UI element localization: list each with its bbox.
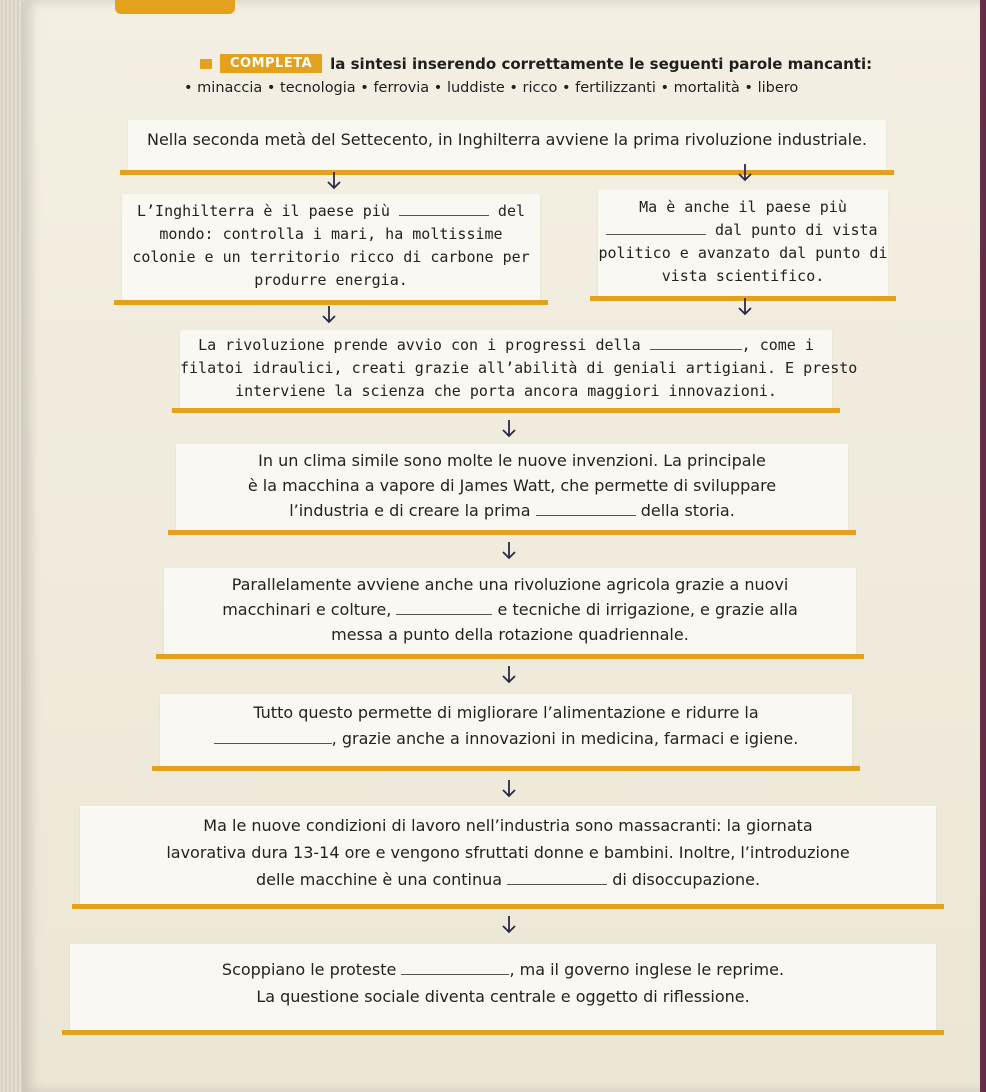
box-6-line-1: Tutto questo permette di migliorare l’alimentazione e ridurre la xyxy=(253,703,759,722)
box-5-line-1: Parallelamente avviene anche una rivoluzione agricola grazie a nuovi xyxy=(231,575,789,594)
box-5-line-2a: macchinari e colture, xyxy=(222,600,392,619)
summary-box-7 xyxy=(80,806,936,904)
box-2b-line-1: Ma è anche il paese più xyxy=(639,198,847,216)
blank-field[interactable] xyxy=(650,335,742,350)
box-8-line-1a: Scoppiano le proteste xyxy=(221,960,397,979)
blank-field[interactable] xyxy=(401,960,509,975)
arrow-down-icon xyxy=(502,542,516,560)
box-4-line-3b: della storia. xyxy=(640,501,735,520)
blank-field[interactable] xyxy=(606,220,706,235)
summary-box-1 xyxy=(128,120,886,170)
box-2a-line-1a: L’Inghilterra è il paese più xyxy=(136,202,390,220)
instruction-text: la sintesi inserendo correttamente le seguenti parole mancanti: xyxy=(330,54,873,73)
box-1-text: Nella seconda metà del Settecento, in Inghilterra avviene la prima rivoluzione industriale. xyxy=(146,130,868,149)
box-2b-line-2: dal punto di vista xyxy=(715,221,878,239)
summary-box-2-right xyxy=(598,190,888,296)
box-8-line-1b: , ma il governo inglese le reprime. xyxy=(509,960,785,979)
arrow-down-icon xyxy=(502,420,516,438)
box-7-line-1: Ma le nuove condizioni di lavoro nell’industria sono massacranti: la giornata xyxy=(203,816,813,835)
box-8-line-2: La questione sociale diventa centrale e oggetto di riflessione. xyxy=(256,987,750,1006)
summary-box-2-left xyxy=(122,194,540,300)
summary-box-4 xyxy=(176,444,848,530)
arrow-down-icon xyxy=(738,164,752,182)
blank-field[interactable] xyxy=(214,729,332,744)
box-5-line-3: messa a punto della rotazione quadriennale. xyxy=(331,625,689,644)
box-4-line-2: è la macchina a vapore di James Watt, che permette di sviluppare xyxy=(247,476,777,495)
box-6-line-2b: , grazie anche a innovazioni in medicina, farmaci e igiene. xyxy=(331,729,799,748)
arrow-down-icon xyxy=(502,666,516,684)
exercise-header xyxy=(200,54,900,73)
summary-box-5 xyxy=(164,568,856,654)
arrow-down-icon xyxy=(502,916,516,934)
box-3-line-3: interviene la scienza che porta ancora maggiori innovazioni. xyxy=(235,382,777,400)
summary-box-6 xyxy=(160,694,852,766)
arrow-down-icon xyxy=(322,306,336,324)
box-2a-line-4: produrre energia. xyxy=(254,271,408,289)
blank-field[interactable] xyxy=(396,600,492,615)
summary-box-8 xyxy=(70,944,936,1030)
box-2a-line-2: mondo: controlla i mari, ha moltissime xyxy=(159,225,503,243)
arrow-down-icon xyxy=(502,780,516,798)
box-3-line-1b: , come i xyxy=(741,336,814,354)
box-7-line-3a: delle macchine è una continua xyxy=(255,870,503,889)
box-3-line-2: filatoi idraulici, creati grazie all’abilità di geniali artigiani. E presto xyxy=(180,359,858,377)
bullet-square-icon xyxy=(200,59,212,69)
summary-box-3 xyxy=(180,330,858,408)
arrow-down-icon xyxy=(327,172,341,190)
blank-field[interactable] xyxy=(536,501,636,516)
yellow-tab xyxy=(115,0,235,14)
box-2b-line-3: politico e avanzato dal punto di xyxy=(598,244,888,262)
box-3-line-1a: La rivoluzione prende avvio con i progressi della xyxy=(198,336,641,354)
arrow-down-icon xyxy=(738,298,752,316)
box-4-line-1: In un clima simile sono molte le nuove invenzioni. La principale xyxy=(258,451,766,470)
blank-field[interactable] xyxy=(507,870,607,885)
blank-field[interactable] xyxy=(399,201,489,216)
box-5-line-2b: e tecniche di irrigazione, e grazie alla xyxy=(497,600,798,619)
box-4-line-3a: l’industria e di creare la prima xyxy=(289,501,531,520)
box-2b-line-4: vista scientifico. xyxy=(661,267,825,285)
box-2a-line-1b: del xyxy=(497,202,526,220)
box-2a-line-3: colonie e un territorio ricco di carbone per xyxy=(132,248,530,266)
box-7-line-3b: di disoccupazione. xyxy=(612,870,761,889)
box-7-line-2: lavorativa dura 13-14 ore e vengono sfruttati donne e bambini. Inoltre, l’introduzione xyxy=(166,843,850,862)
completa-badge: COMPLETA xyxy=(220,54,322,73)
word-bank: • minaccia • tecnologia • ferrovia • luddiste • ricco • fertilizzanti • mortalità • libero xyxy=(184,80,799,96)
